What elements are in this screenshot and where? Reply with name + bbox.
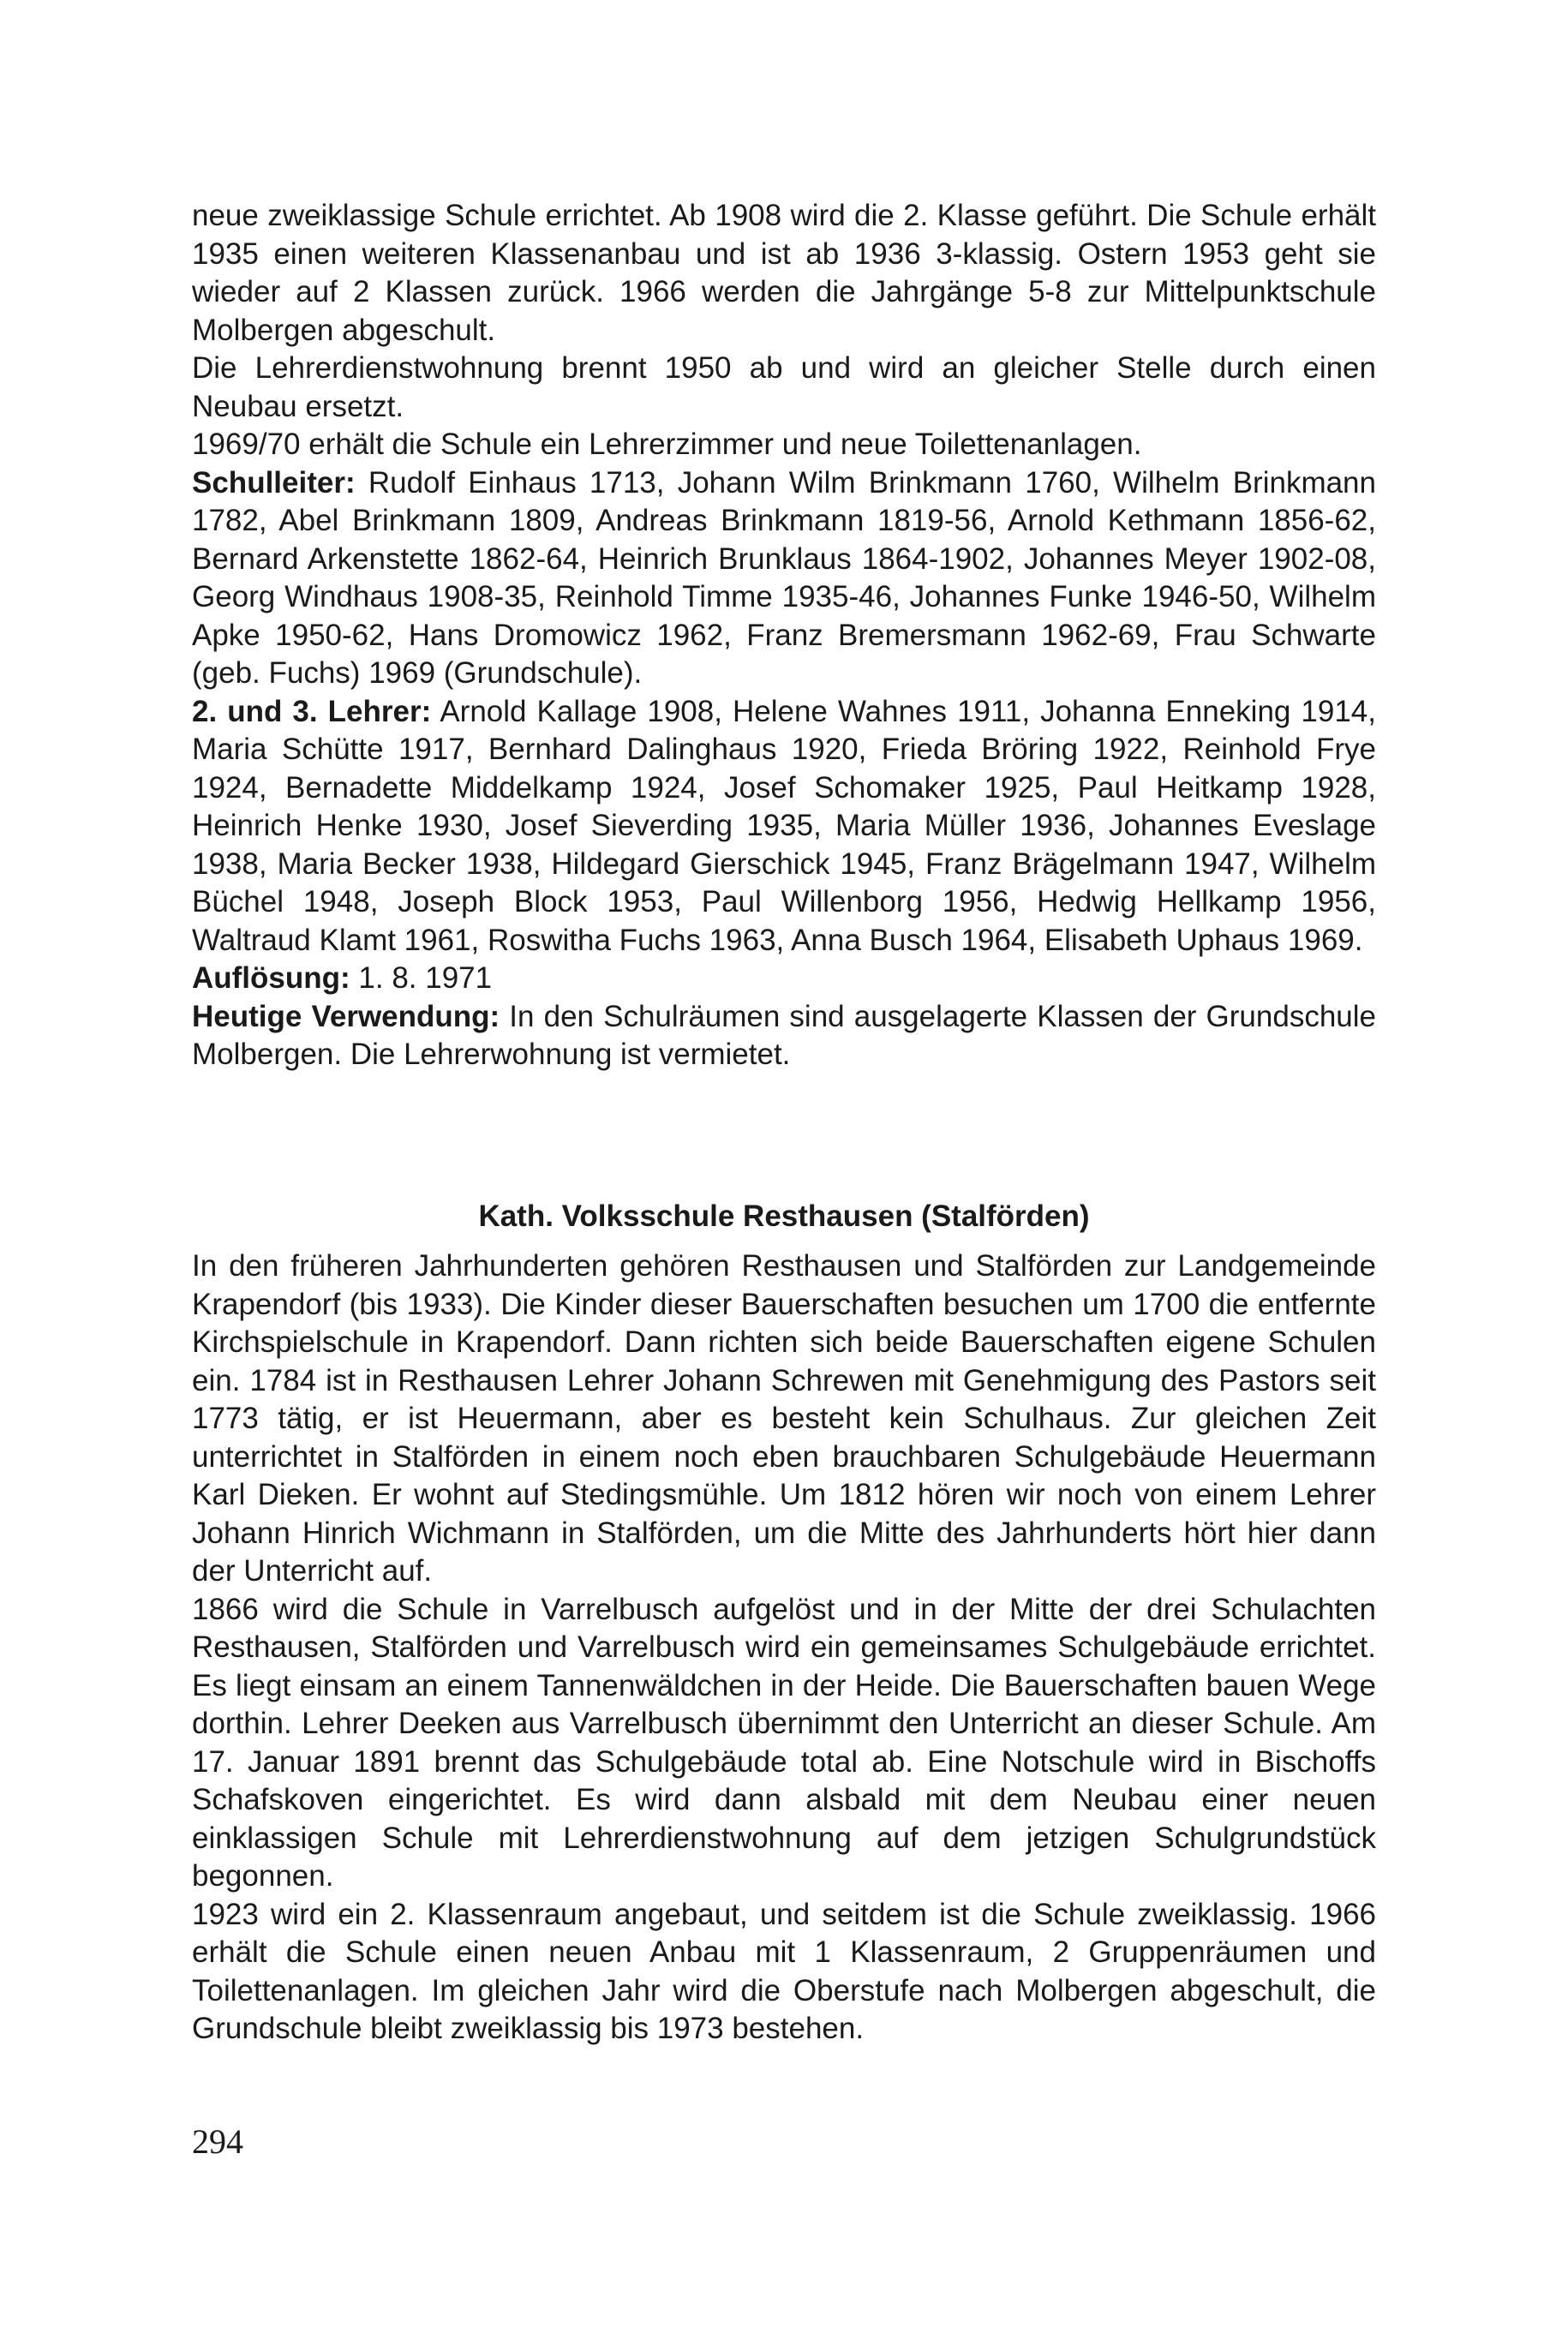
paragraph-aufloesung bbox=[192, 960, 1376, 998]
paragraph-schulleiter bbox=[192, 464, 1376, 693]
section-resthausen bbox=[192, 1247, 1376, 2049]
verwendung-text: In den Schulräumen sind ausgelagerte Klassen der Grundschule Molbergen. Die Lehrerwohnung ist vermietet. bbox=[192, 999, 1376, 1071]
paragraph-teachers-room: 1969/70 erhält die Schule ein Lehrerzimmer und neue Toilettenanlagen. bbox=[192, 428, 1142, 461]
schulleiter-label: Schulleiter: bbox=[192, 465, 356, 499]
paragraph-teacher-residence: Die Lehrerdienstwohnung brennt 1950 ab und wird an gleicher Stelle durch einen Neubau ersetzt. bbox=[192, 351, 1376, 423]
schulleiter-list: Rudolf Einhaus 1713, Johann Wilm Brinkmann 1760, Wilhelm Brinkmann 1782, Abel Brinkmann 1809, Andreas Brinkmann 1819-56, Arnold Kethmann 1856-62, Bernard Arkenstette 1862-64, Heinrich Brunklaus 1864-1902, Johannes Meyer 1902-08, Georg Windhaus 1908-35, Reinhold Timme 1935-46, Johannes Funke 1946-50, Wilhelm Apke 1950-62, Hans Dromowicz 1962, Franz Bremersmann 1962-69, Frau Schwarte (geb. Fuchs) 1969 (Grundschule). bbox=[192, 465, 1376, 690]
paragraph-expansion: 1923 wird ein 2. Klassenraum angebaut, und seitdem ist die Schule zweiklassig. 1966 erhält die Schule einen neuen Anbau mit 1 Klassenraum, 2 Gruppenräumen und Toilettenanlagen. Im gleichen Jahr wird die Oberstufe nach Molbergen abgeschult, die Grundschule bleibt zweiklassig bis 1973 bestehen. bbox=[192, 1897, 1376, 2045]
lehrer-list: Arnold Kallage 1908, Helene Wahnes 1911, Johanna Enneking 1914, Maria Schütte 1917, Bernhard Dalinghaus 1920, Frieda Bröring 1922, Reinhold Frye 1924, Bernadette Middelkamp 1924, Josef Schomaker 1925, Paul Heitkamp 1928, Heinrich Henke 1930, Josef Sieverding 1935, Maria Müller 1936, Johannes Eveslage 1938, Maria Becker 1938, Hildegard Gierschick 1945, Franz Brägelmann 1947, Wilhelm Büchel 1948, Joseph Block 1953, Paul Willenborg 1956, Hedwig Hellkamp 1956, Waltraud Klamt 1961, Roswitha Fuchs 1963, Anna Busch 1964, Elisabeth Uphaus 1969. bbox=[192, 694, 1376, 957]
paragraph-new-building: 1866 wird die Schule in Varrelbusch aufgelöst und in der Mitte der drei Schulachten Resthausen, Stalförden und Varrelbusch wird ein gemeinsames Schulgebäude errichtet. Es liegt einsam an einem Tannenwäldchen in der Heide. Die Bauerschaften bauen Wege dorthin. Lehrer Deeken aus Varrelbusch übernimmt den Unterricht an dieser Schule. Am 17. Januar 1891 brennt das Schulgebäude total ab. Eine Notschule wird in Bischoffs Schafskoven eingerichtet. Es wird dann alsbald mit dem Neubau einer neuen einklassigen Schule mit Lehrerdienstwohnung auf dem jetzigen Schulgrundstück begonnen. bbox=[192, 1592, 1376, 1893]
verwendung-label: Heutige Verwendung: bbox=[192, 999, 500, 1033]
paragraph-school-history: neue zweiklassige Schule errichtet. Ab 1908 wird die 2. Klasse geführt. Die Schule erhält 1935 einen weiteren Klassenanbau und ist ab 1936 3-klassig. Ostern 1953 geht sie wieder auf 2 Klassen zurück. 1966 werden die Jahrgänge 5-8 zur Mittelpunktschule Molbergen abgeschult. bbox=[192, 199, 1376, 347]
paragraph-heutige-verwendung bbox=[192, 998, 1376, 1074]
paragraph-early-history: In den früheren Jahrhunderten gehören Resthausen und Stalförden zur Landgemeinde Krapendorf (bis 1933). Die Kinder dieser Bauerschaften besuchen um 1700 die entfernte Kirchspielschule in Krapendorf. Dann richten sich beide Bauerschaften eigene Schulen ein. 1784 ist in Resthausen Lehrer Johann Schrewen mit Genehmigung des Pastors seit 1773 tätig, er ist Heuermann, aber es besteht kein Schulhaus. Zur gleichen Zeit unterrichtet in Stalförden in einem noch eben brauchbaren Schulgebäude Heuermann Karl Dieken. Er wohnt auf Stedingsmühle. Um 1812 hören wir noch von einem Lehrer Johann Hinrich Wichmann in Stalförden, um die Mitte des Jahrhunderts hört hier dann der Unterricht auf. bbox=[192, 1249, 1376, 1588]
aufloesung-label: Auflösung: bbox=[192, 961, 350, 995]
section-molbergen-continuation bbox=[192, 197, 1376, 1074]
page-number: 294 bbox=[192, 2122, 243, 2161]
paragraph-lehrer bbox=[192, 693, 1376, 960]
section-title-resthausen: Kath. Volksschule Resthausen (Stalförden) bbox=[478, 1199, 1090, 1233]
aufloesung-date: 1. 8. 1971 bbox=[350, 961, 493, 995]
lehrer-label: 2. und 3. Lehrer: bbox=[192, 694, 432, 728]
